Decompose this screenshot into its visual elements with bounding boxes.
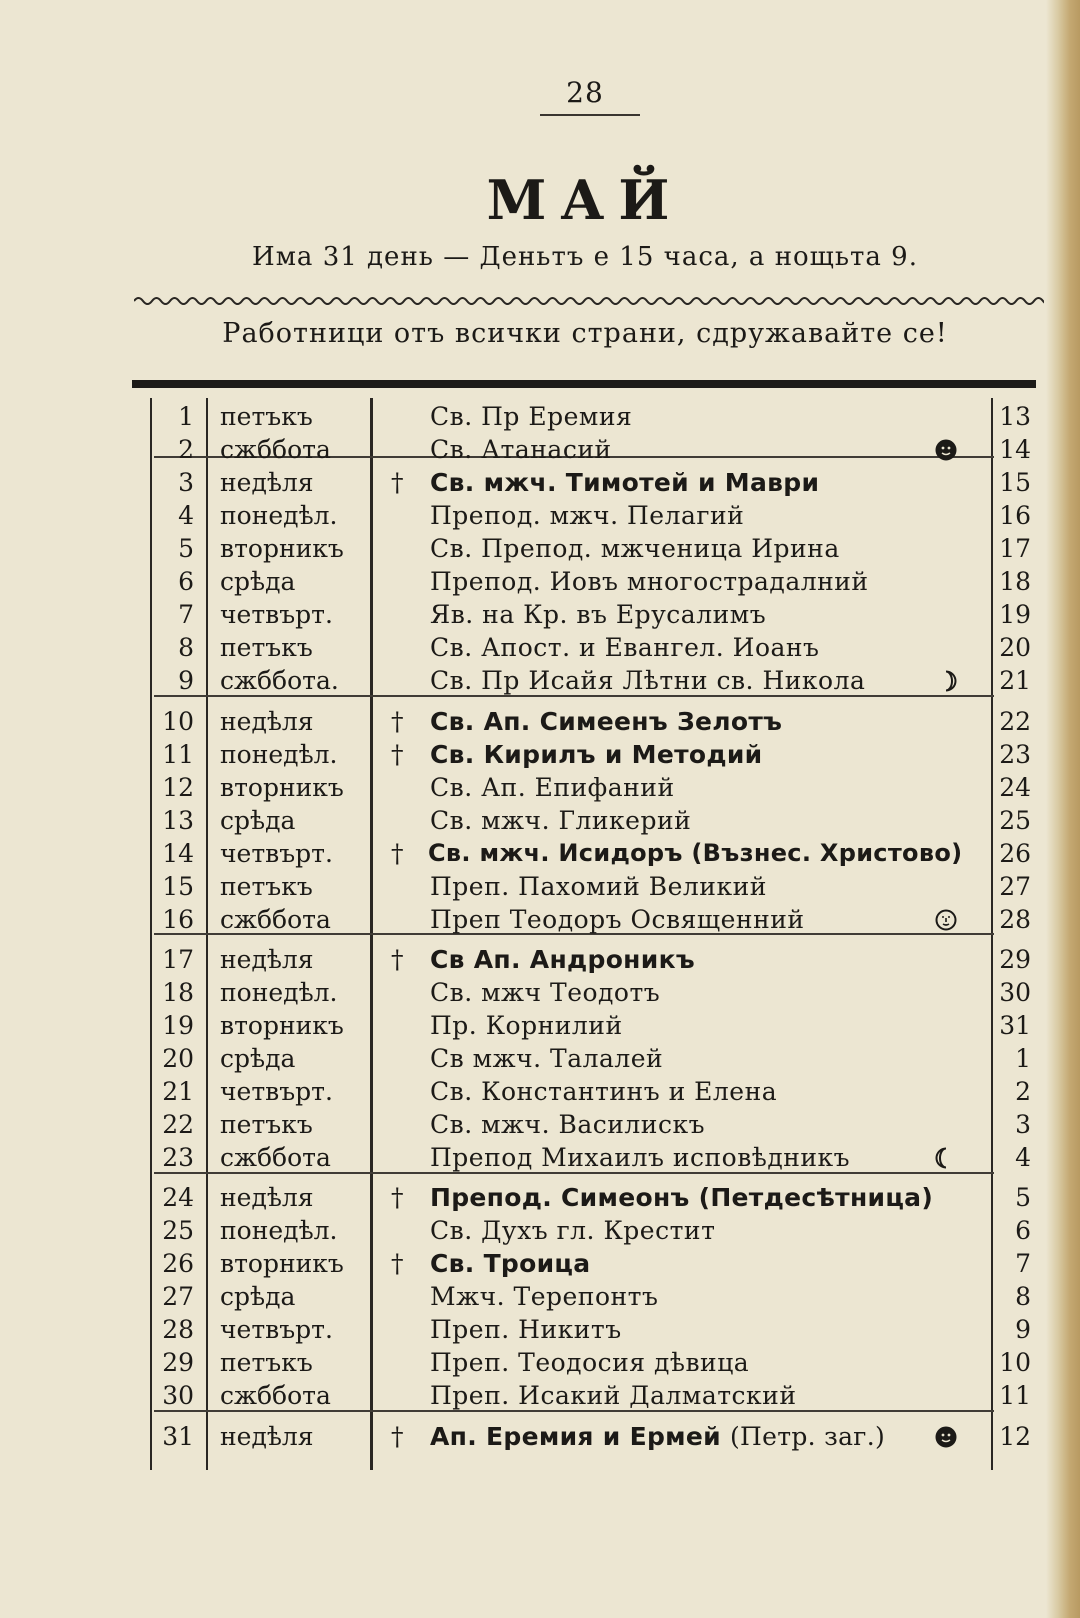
weekday-name: понедѣл. — [220, 501, 338, 530]
first-quarter-icon — [935, 1147, 957, 1169]
old-style-date: 29 — [999, 945, 1031, 974]
old-style-date: 1 — [1015, 1044, 1031, 1073]
saint-name — [430, 1009, 623, 1042]
saint-name — [430, 400, 632, 433]
old-style-date: 30 — [999, 978, 1031, 1007]
old-style-date: 26 — [999, 839, 1031, 868]
calendar-row — [0, 1214, 1080, 1247]
calendar-row — [0, 1313, 1080, 1346]
old-style-date: 24 — [999, 773, 1031, 802]
old-style-date: 16 — [999, 501, 1031, 530]
old-style-date: 19 — [999, 600, 1031, 629]
saint-name — [430, 1280, 658, 1313]
date-number: 10 — [162, 707, 194, 736]
saint-name-text: Преп. Теодосия дѣвица — [430, 1348, 750, 1377]
saint-name — [430, 1346, 749, 1379]
saint-name — [430, 1141, 850, 1174]
calendar-row — [0, 1280, 1080, 1313]
weekday-name: четвърт. — [220, 600, 333, 629]
saint-name-text: Св. Троица — [430, 1249, 591, 1278]
weekday-name: недѣля — [220, 945, 314, 974]
calendar-row — [0, 466, 1080, 499]
saint-name — [430, 1181, 933, 1214]
date-number: 19 — [162, 1011, 194, 1040]
saint-name — [430, 631, 819, 664]
old-style-date: 22 — [999, 707, 1031, 736]
weekday-name: петъкъ — [220, 633, 313, 662]
date-number: 12 — [162, 773, 194, 802]
date-number: 13 — [162, 806, 194, 835]
holiday-cross: † — [391, 945, 404, 974]
old-style-date: 20 — [999, 633, 1031, 662]
old-style-date: 28 — [999, 905, 1031, 934]
saint-name-note: (Възнес. Христово) — [691, 839, 963, 867]
holiday-cross: † — [391, 740, 404, 769]
old-style-date: 21 — [999, 666, 1031, 695]
old-style-date: 4 — [1015, 1143, 1031, 1172]
date-number: 9 — [178, 666, 194, 695]
weekday-name: сжббота — [220, 905, 331, 934]
calendar-row — [0, 433, 1080, 466]
calendar-row — [0, 532, 1080, 565]
saint-name — [430, 466, 819, 499]
weekday-name: петъкъ — [220, 1110, 313, 1139]
weekday-name: срѣда — [220, 1282, 296, 1311]
holiday-cross: † — [391, 839, 404, 868]
saint-name — [430, 1214, 715, 1247]
calendar-row — [0, 976, 1080, 1009]
saint-name-text: Св мжч. Талалей — [430, 1044, 664, 1073]
calendar-row — [0, 837, 1080, 870]
date-number: 15 — [162, 872, 194, 901]
old-style-date: 8 — [1015, 1282, 1031, 1311]
holiday-cross: † — [391, 1422, 404, 1451]
calendar-row — [0, 598, 1080, 631]
saint-name-text: Св. Атанасий — [430, 435, 612, 464]
saint-name — [430, 976, 660, 1009]
saint-name — [430, 1379, 797, 1412]
date-number: 24 — [162, 1183, 194, 1212]
old-style-date: 13 — [999, 402, 1031, 431]
date-number: 25 — [162, 1216, 194, 1245]
saint-name — [430, 1075, 777, 1108]
saint-name — [430, 499, 744, 532]
date-number: 26 — [162, 1249, 194, 1278]
saint-name — [430, 1420, 885, 1453]
saint-name-text: Св. мжч. Тимотей и Маври — [430, 468, 820, 497]
calendar-row — [0, 1141, 1080, 1174]
calendar-row — [0, 499, 1080, 532]
calendar-row — [0, 738, 1080, 771]
calendar-row — [0, 771, 1080, 804]
page-number: 28 — [566, 76, 604, 109]
calendar-row — [0, 804, 1080, 837]
saint-name-text: Св. Апост. и Евангел. Иоанъ — [430, 633, 820, 662]
saint-name — [428, 837, 962, 870]
motto: Работници отъ всички страни, сдружавайте се! — [222, 318, 948, 349]
saint-name-text: Св Ап. Андроникъ — [430, 945, 695, 974]
weekday-name: понедѣл. — [220, 1216, 338, 1245]
saint-name-text: Св. Ап. Епифаний — [430, 773, 675, 802]
old-style-date: 27 — [999, 872, 1031, 901]
date-number: 6 — [178, 567, 194, 596]
weekday-name: вторникъ — [220, 1249, 344, 1278]
old-style-date: 11 — [999, 1381, 1031, 1410]
weekday-name: сжббота — [220, 1381, 331, 1410]
old-style-date: 15 — [999, 468, 1031, 497]
saint-name-text: Препод Михаилъ исповѣдникъ — [430, 1143, 851, 1172]
saint-name-text: Препод. Симеонъ (Петдесѣтница) — [430, 1183, 934, 1212]
old-style-date: 12 — [999, 1422, 1031, 1451]
weekday-name: сжббота. — [220, 666, 339, 695]
saint-name-text: Препод. Иовъ многострадалний — [430, 567, 869, 596]
saint-name — [430, 532, 840, 565]
calendar-row — [0, 870, 1080, 903]
saint-name — [430, 1042, 663, 1075]
date-number: 4 — [178, 501, 194, 530]
date-number: 16 — [162, 905, 194, 934]
calendar-row — [0, 1042, 1080, 1075]
page-number-rule — [540, 114, 640, 116]
calendar-row — [0, 631, 1080, 664]
month-title: МАЙ — [486, 168, 684, 232]
date-number: 21 — [162, 1077, 194, 1106]
calendar-row — [0, 400, 1080, 433]
date-number: 20 — [162, 1044, 194, 1073]
date-number: 22 — [162, 1110, 194, 1139]
saint-name — [430, 738, 762, 771]
date-number: 27 — [162, 1282, 194, 1311]
full-moon-icon — [935, 1426, 957, 1448]
old-style-date: 25 — [999, 806, 1031, 835]
calendar-row — [0, 1108, 1080, 1141]
date-number: 7 — [178, 600, 194, 629]
new-moon-icon — [935, 909, 957, 931]
calendar-row — [0, 664, 1080, 697]
holiday-cross: † — [391, 1249, 404, 1278]
weekday-name: вторникъ — [220, 773, 344, 802]
old-style-date: 7 — [1015, 1249, 1031, 1278]
weekday-name: петъкъ — [220, 1348, 313, 1377]
saint-name-text: Пр. Корнилий — [430, 1011, 623, 1040]
calendar-row — [0, 1420, 1080, 1453]
saint-name — [430, 1313, 622, 1346]
date-number: 2 — [178, 435, 194, 464]
date-number: 23 — [162, 1143, 194, 1172]
date-number: 30 — [162, 1381, 194, 1410]
weekday-name: сжббота — [220, 1143, 331, 1172]
weekday-name: недѣля — [220, 1422, 314, 1451]
old-style-date: 5 — [1015, 1183, 1031, 1212]
saint-name-text: Препод. мжч. Пелагий — [430, 501, 745, 530]
old-style-date: 9 — [1015, 1315, 1031, 1344]
saint-name — [430, 433, 612, 466]
calendar-row — [0, 1346, 1080, 1379]
saint-name-text: Мжч. Терепонтъ — [430, 1282, 659, 1311]
calendar-row — [0, 1075, 1080, 1108]
calendar-row — [0, 1247, 1080, 1280]
weekday-name: понедѣл. — [220, 740, 338, 769]
weekday-name: петъкъ — [220, 402, 313, 431]
calendar-row — [0, 1379, 1080, 1412]
date-number: 1 — [178, 402, 194, 431]
holiday-cross: † — [391, 468, 404, 497]
saint-name-text: Св. Пр Исайя Лѣтни св. Никола — [430, 666, 866, 695]
date-number: 3 — [178, 468, 194, 497]
weekday-name: недѣля — [220, 707, 314, 736]
calendar-row — [0, 943, 1080, 976]
weekday-name: вторникъ — [220, 534, 344, 563]
saint-name — [430, 943, 695, 976]
saint-name-text: Св. Ап. Симеенъ Зелотъ — [430, 707, 783, 736]
date-number: 11 — [162, 740, 194, 769]
table-top-rule — [132, 380, 1036, 388]
saint-name-note: (Петр. заг.) — [729, 1422, 886, 1451]
date-number: 17 — [162, 945, 194, 974]
weekday-name: недѣля — [220, 468, 314, 497]
weekday-name: вторникъ — [220, 1011, 344, 1040]
old-style-date: 23 — [999, 740, 1031, 769]
saint-name — [430, 565, 869, 598]
date-number: 8 — [178, 633, 194, 662]
saint-name-text: Св. Константинъ и Елена — [430, 1077, 778, 1106]
saint-name — [430, 705, 782, 738]
date-number: 31 — [162, 1422, 194, 1451]
weekday-name: сжббота — [220, 435, 331, 464]
weekday-name: срѣда — [220, 1044, 296, 1073]
saint-name-text: Св. мжч. Исидоръ — [428, 839, 683, 867]
old-style-date: 18 — [999, 567, 1031, 596]
holiday-cross: † — [391, 1183, 404, 1212]
saint-name — [430, 598, 766, 631]
saint-name-text: Св. мжч Теодотъ — [430, 978, 661, 1007]
weekday-name: четвърт. — [220, 1077, 333, 1106]
weekday-name: петъкъ — [220, 872, 313, 901]
saint-name-text: Яв. на Кр. въ Ерусалимъ — [430, 600, 767, 629]
old-style-date: 2 — [1015, 1077, 1031, 1106]
weekday-name: четвърт. — [220, 839, 333, 868]
date-number: 5 — [178, 534, 194, 563]
old-style-date: 3 — [1015, 1110, 1031, 1139]
saint-name-text: Св. Пр Еремия — [430, 402, 633, 431]
old-style-date: 6 — [1015, 1216, 1031, 1245]
saint-name — [430, 771, 675, 804]
saint-name — [430, 1247, 590, 1280]
saint-name-text: Св. мжч. Василискъ — [430, 1110, 705, 1139]
saint-name-text: Преп Теодоръ Освященний — [430, 905, 805, 934]
calendar-row — [0, 565, 1080, 598]
calendar-row — [0, 903, 1080, 936]
old-style-date: 10 — [999, 1348, 1031, 1377]
old-style-date: 14 — [999, 435, 1031, 464]
date-number: 29 — [162, 1348, 194, 1377]
weekday-name: четвърт. — [220, 1315, 333, 1344]
calendar-row — [0, 705, 1080, 738]
weekday-name: срѣда — [220, 806, 296, 835]
weekday-name: недѣля — [220, 1183, 314, 1212]
saint-name — [430, 870, 767, 903]
month-subtitle: Има 31 день — Деньтъ е 15 часа, а нощьта 9. — [252, 242, 918, 272]
saint-name — [430, 664, 865, 697]
old-style-date: 31 — [999, 1011, 1031, 1040]
full-moon-icon — [935, 439, 957, 461]
calendar-row — [0, 1181, 1080, 1214]
saint-name-text: Св. Духъ гл. Крестит — [430, 1216, 716, 1245]
saint-name-text: Преп. Исакий Далматский — [430, 1381, 797, 1410]
weekday-name: срѣда — [220, 567, 296, 596]
wavy-divider — [134, 294, 1044, 308]
saint-name — [430, 903, 805, 936]
saint-name — [430, 804, 691, 837]
calendar-row — [0, 1009, 1080, 1042]
holiday-cross: † — [391, 707, 404, 736]
saint-name-text: Ап. Еремия и Ермей — [430, 1422, 721, 1451]
saint-name-text: Св. Препод. мжченица Ирина — [430, 534, 840, 563]
old-style-date: 17 — [999, 534, 1031, 563]
last-quarter-icon — [935, 670, 957, 692]
date-number: 18 — [162, 978, 194, 1007]
saint-name-text: Св. Кирилъ и Методий — [430, 740, 763, 769]
date-number: 28 — [162, 1315, 194, 1344]
saint-name-text: Преп. Никитъ — [430, 1315, 622, 1344]
saint-name-text: Св. мжч. Гликерий — [430, 806, 692, 835]
saint-name — [430, 1108, 705, 1141]
date-number: 14 — [162, 839, 194, 868]
saint-name-text: Преп. Пахомий Великий — [430, 872, 767, 901]
weekday-name: понедѣл. — [220, 978, 338, 1007]
